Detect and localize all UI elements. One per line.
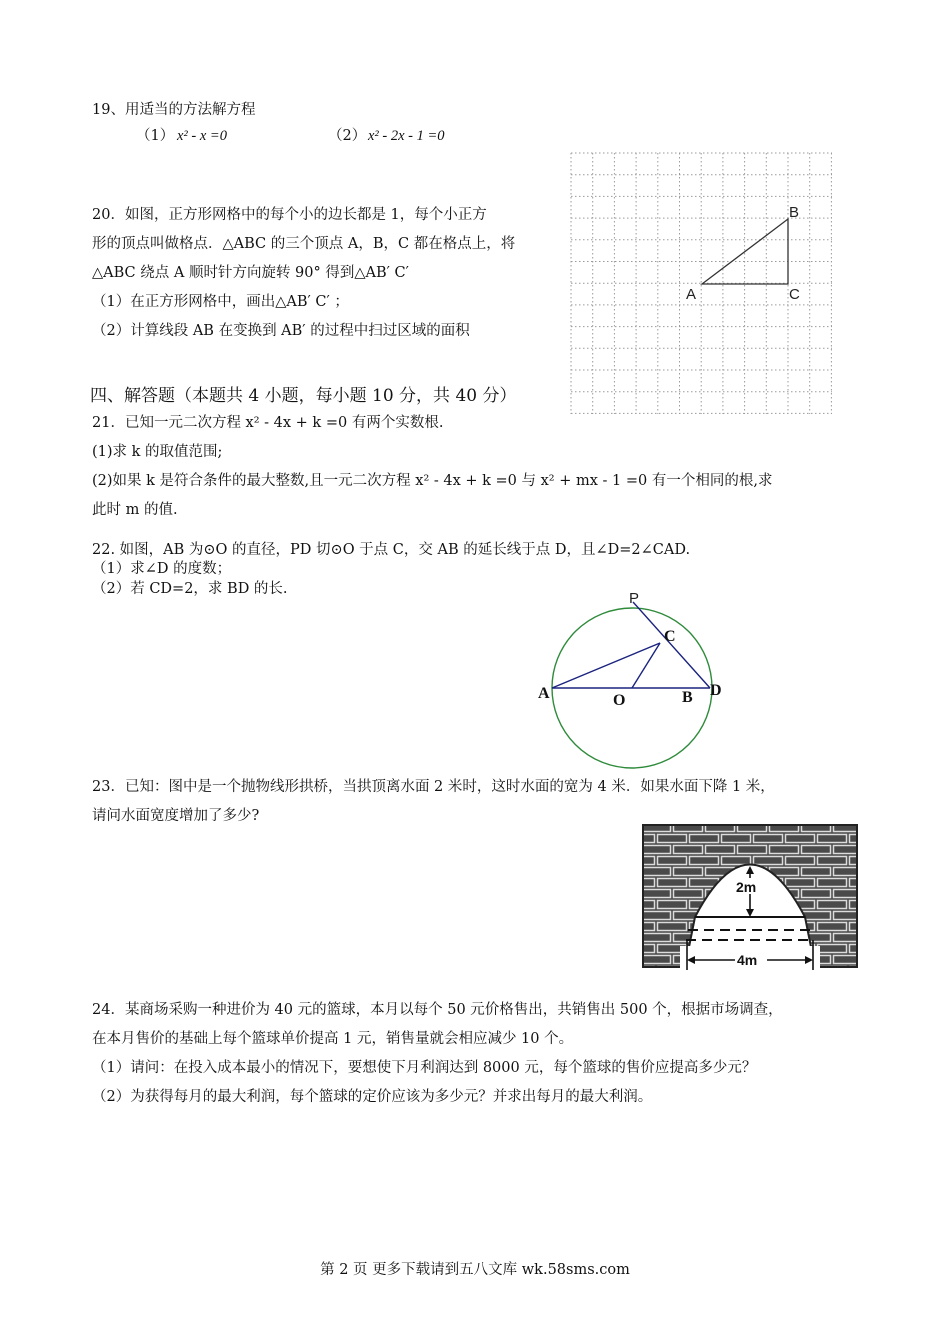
line-oc xyxy=(632,643,660,688)
q20-label-c: C xyxy=(789,286,800,303)
q21-line2: (1)求 k 的取值范围; xyxy=(92,444,223,460)
q22-line1: 22. 如图，AB 为⊙O 的直径，PD 切⊙O 于点 C，交 AB 的延长线于点 D，且∠D=2∠CAD. xyxy=(92,542,691,558)
q23-line1: 23．已知：图中是一个抛物线形拱桥，当拱顶离水面 2 米时，这时水面的宽为 4 米．如果水面下降 1 米， xyxy=(92,779,775,795)
q19-part1-label: （1） xyxy=(136,128,175,144)
line-pd xyxy=(633,602,710,688)
q24-line4: （2）为获得每月的最大利润，每个篮球的定价应该为多少元？并求出每月的最大利润。 xyxy=(92,1089,653,1105)
q20-line5: （2）计算线段 AB 在变换到 AB′ 的过程中扫过区域的面积 xyxy=(92,323,470,339)
q20-line3: △ABC 绕点 A 顺时针方向旋转 90° 得到△AB′ C′ xyxy=(92,265,409,281)
q20-line1: 20．如图，正方形网格中的每个小的边长都是 1，每个小正方 xyxy=(92,207,487,223)
q20-line2: 形的顶点叫做格点．△ABC 的三个顶点 A，B，C 都在格点上，将 xyxy=(92,236,516,252)
q21-line3: (2)如果 k 是符合条件的最大整数,且一元二次方程 x² - 4x + k =0 与 x² + mx - 1 =0 有一个相同的根,求 xyxy=(92,473,773,489)
line-ac xyxy=(552,643,660,688)
q22-label-o: O xyxy=(613,692,626,709)
q23-width-label: 4m xyxy=(737,952,758,968)
q22-circle-figure xyxy=(530,585,760,770)
q19-part2-label: （2） xyxy=(328,128,367,144)
q20-grid-figure xyxy=(571,153,840,415)
q23-bridge-figure xyxy=(640,822,860,974)
q24-line1: 24．某商场采购一种进价为 40 元的篮球，本月以每个 50 元价格售出，共销售出 500 个，根据市场调查， xyxy=(92,1002,783,1018)
q22-label-d: D xyxy=(710,682,722,699)
q21-line4: 此时 m 的值. xyxy=(92,502,178,518)
q22-label-b: B xyxy=(682,689,693,706)
q22-line2: （1）求∠D 的度数； xyxy=(92,561,232,577)
q21-line1: 21．已知一元二次方程 x² - 4x + k =0 有两个实数根. xyxy=(92,415,444,431)
q19-part2-equation: x² - 2x - 1 =0 xyxy=(368,128,445,144)
q20-line4: （1）在正方形网格中，画出△AB′ C′ ； xyxy=(92,294,349,310)
q20-label-b: B xyxy=(789,204,800,221)
q22-line3: （2）若 CD=2，求 BD 的长. xyxy=(92,581,288,597)
page-footer: 第 2 页 更多下载请到五八文库 wk.58sms.com xyxy=(320,1262,630,1278)
section4-heading: 四、解答题（本题共 4 小题，每小题 10 分，共 40 分） xyxy=(90,386,517,406)
q23-height-label: 2m xyxy=(736,879,757,895)
q24-line3: （1）请问：在投入成本最小的情况下，要想使下月利润达到 8000 元，每个篮球的售价应提高多少元？ xyxy=(92,1060,757,1076)
q22-label-c: C xyxy=(664,628,676,645)
q19-part1-equation: x² - x =0 xyxy=(177,128,227,144)
q22-label-p: P xyxy=(629,590,640,607)
q20-label-a: A xyxy=(686,286,697,303)
q22-label-a: A xyxy=(538,685,550,702)
q19-title: 19、用适当的方法解方程 xyxy=(92,102,256,118)
q23-line2: 请问水面宽度增加了多少? xyxy=(92,808,260,824)
q24-line2: 在本月售价的基础上每个篮球单价提高 1 元，销售量就会相应减少 10 个。 xyxy=(92,1031,574,1047)
